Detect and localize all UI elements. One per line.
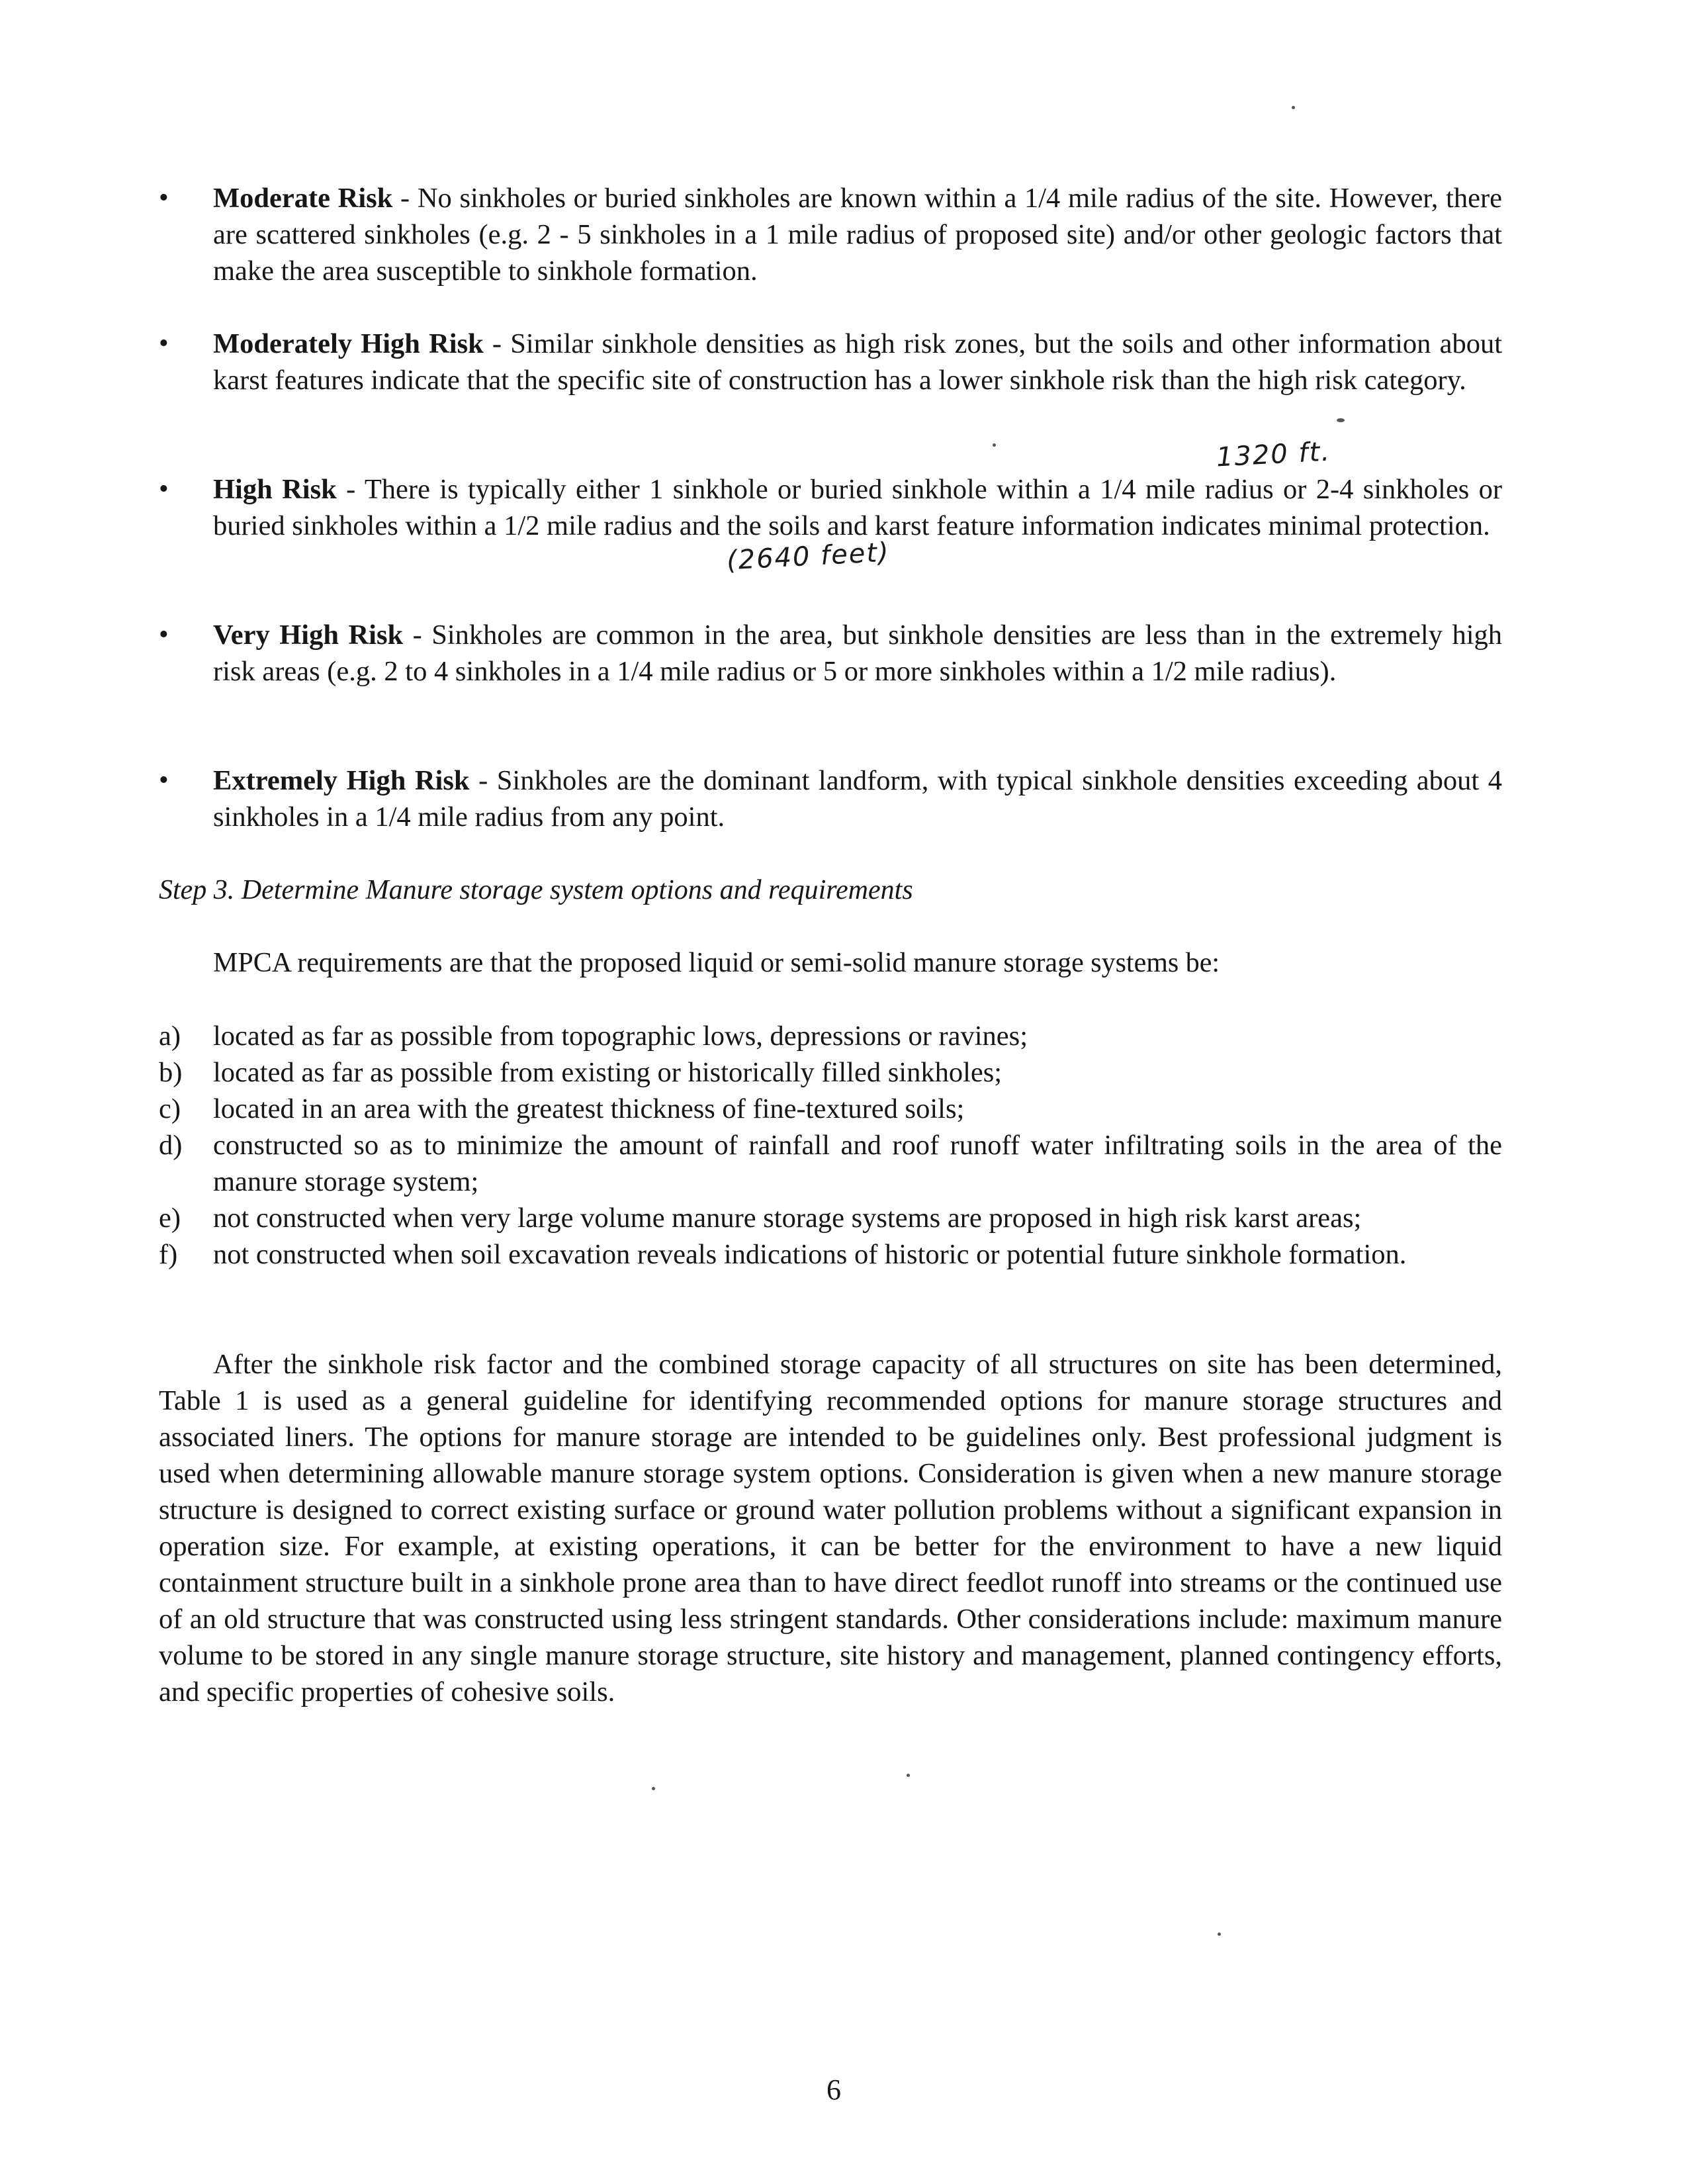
risk-bullet-body — [213, 180, 1502, 289]
list-item — [159, 1200, 1502, 1236]
risk-description: - Sinkholes are the dominant landform, with typical sinkhole densities exceeding about 4 sinkholes in a 1/4 mile radius from any point. — [213, 765, 1502, 833]
list-marker: b) — [159, 1057, 183, 1088]
list-marker: e) — [159, 1203, 181, 1234]
risk-term: High Risk — [213, 474, 337, 505]
risk-bullet-extremely-high — [159, 762, 1502, 835]
list-item — [159, 1018, 1502, 1054]
risk-bullet-body — [213, 762, 1502, 835]
bullet-icon: • — [159, 474, 169, 504]
risk-term: Moderately High Risk — [213, 328, 484, 359]
list-item-text: located as far as possible from topographic lows, depressions or ravines; — [213, 1021, 1028, 1052]
risk-bullet-moderately-high — [159, 326, 1502, 398]
scan-speck — [907, 1774, 910, 1777]
risk-term: Very High Risk — [213, 619, 404, 651]
bullet-icon: • — [159, 183, 169, 213]
list-item-text: not constructed when soil excavation reveals indications of historic or potential future sinkhole formation. — [213, 1239, 1407, 1270]
risk-bullet-high — [159, 471, 1502, 544]
list-marker: f) — [159, 1239, 178, 1270]
list-marker: a) — [159, 1021, 181, 1052]
list-marker: d) — [159, 1130, 183, 1161]
risk-bullet-body — [213, 617, 1502, 690]
risk-bullet-body — [213, 471, 1502, 544]
risk-description: - There is typically either 1 sinkhole or buried sinkhole within a 1/4 mile radius or 2-4 sinkholes or buried sinkholes within a 1/2 mile radius and the soils and karst feature information indicates minimal protection. — [213, 474, 1502, 541]
risk-bullet-body — [213, 326, 1502, 398]
bullet-icon: • — [159, 765, 169, 796]
list-marker: c) — [159, 1093, 181, 1124]
list-item-text: located as far as possible from existing or historically filled sinkholes; — [213, 1057, 1003, 1088]
requirements-list — [159, 1018, 1502, 1273]
list-item — [159, 1091, 1502, 1127]
risk-term: Moderate Risk — [213, 183, 393, 214]
handwritten-note-1320: 1320 ft. — [1215, 436, 1332, 473]
risk-bullet-very-high — [159, 617, 1502, 690]
bullet-icon: • — [159, 328, 169, 359]
handwritten-note-2640: (2640 feet) — [725, 537, 891, 576]
list-item-text: not constructed when very large volume manure storage systems are proposed in high risk karst areas; — [213, 1203, 1362, 1234]
closing-paragraph: After the sinkhole risk factor and the combined storage capacity of all structures on site has been determined, Table 1 is used as a general guideline for identifying recommended options for manure storage structures and associated liners. The options for manure storage are intended to be guidelines only. Best professional judgment is used when determining allowable manure storage system options. Consideration is given when a new manure storage structure is designed to correct existing surface or ground water pollution problems without a significant expansion in operation size. For example, at existing operations, it can be better for the environment to have a new liquid containment structure built in a sinkhole prone area than to have direct feedlot runoff into streams or the continued use of an old structure that was constructed using less stringent standards. Other considerations include: maximum manure volume to be stored in any single manure storage structure, site history and management, planned contingency efforts, and specific properties of cohesive soils. — [159, 1349, 1502, 1707]
requirements-intro: MPCA requirements are that the proposed liquid or semi-solid manure storage systems be: — [213, 948, 1220, 978]
risk-description: - Sinkholes are common in the area, but sinkhole densities are less than in the extremely high risk areas (e.g. 2 to 4 sinkholes in a 1/4 mile radius or 5 or more sinkholes within a 1/2 mile radius). — [213, 619, 1503, 687]
step-heading: Step 3. Determine Manure storage system options and requirements — [159, 875, 913, 905]
risk-term: Extremely High Risk — [213, 765, 470, 796]
bullet-icon: • — [159, 619, 169, 650]
list-item-text: located in an area with the greatest thickness of fine-textured soils; — [213, 1093, 965, 1124]
scan-speck — [1337, 418, 1345, 422]
scan-speck — [1292, 106, 1295, 109]
risk-description: - No sinkholes or buried sinkholes are known within a 1/4 mile radius of the site. However, there are scattered sinkholes (e.g. 2 - 5 sinkholes in a 1 mile radius of proposed site) and/or other geologic factors that make the area susceptible to sinkhole formation. — [213, 183, 1502, 287]
scan-speck — [993, 443, 996, 447]
page-number: 6 — [826, 2073, 841, 2106]
list-item — [159, 1127, 1502, 1200]
scan-speck — [1218, 1933, 1221, 1936]
risk-description: - Similar sinkhole densities as high risk zones, but the soils and other information about karst features indicate that the specific site of construction has a lower sinkhole risk than the high risk category. — [213, 328, 1503, 396]
scan-speck — [652, 1787, 655, 1790]
risk-bullet-moderate — [159, 180, 1502, 289]
list-item-text: constructed so as to minimize the amount of rainfall and roof runoff water infiltrating soils in the area of the manure storage system; — [213, 1130, 1502, 1197]
list-item — [159, 1236, 1502, 1273]
list-item — [159, 1054, 1502, 1091]
